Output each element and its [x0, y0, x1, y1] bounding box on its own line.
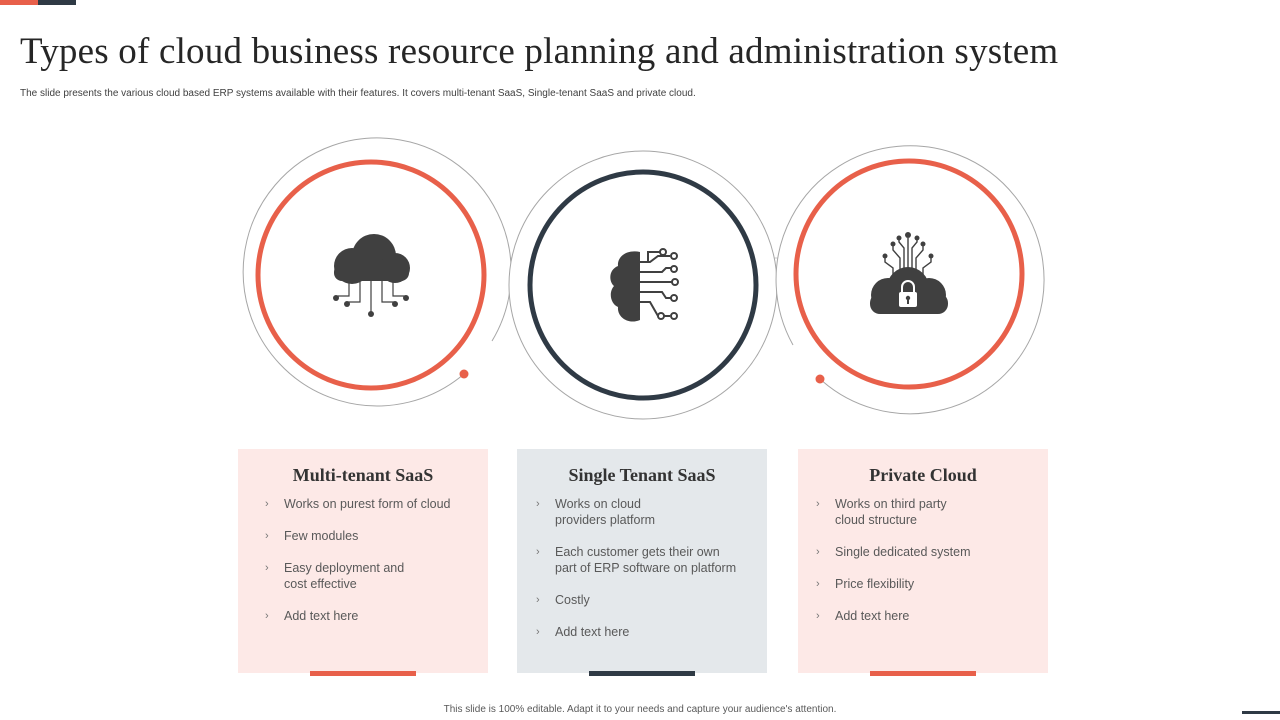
chevron-right-icon: ›: [816, 578, 820, 590]
chevron-right-icon: ›: [536, 626, 540, 638]
list-item: [238, 608, 488, 624]
list-item-text: Easy deployment and cost effective: [284, 561, 405, 591]
chevron-right-icon: ›: [536, 546, 540, 558]
bottom-accent-bar: [1242, 711, 1280, 714]
list-item: [517, 592, 767, 608]
chevron-right-icon: ›: [265, 562, 269, 574]
circle-single-tenant: [509, 151, 777, 419]
chevron-right-icon: ›: [816, 498, 820, 510]
page-subtitle: The slide presents the various cloud based ERP systems available with their features. It covers multi-tenant SaaS, Single-tenant SaaS and private cloud.: [20, 88, 696, 99]
chevron-right-icon: ›: [265, 610, 269, 622]
card-title: Private Cloud: [869, 465, 977, 485]
list-item-text: Few modules: [284, 529, 359, 543]
list-item: [517, 624, 767, 640]
card-title: Multi-tenant SaaS: [292, 465, 434, 485]
list-item: [238, 528, 488, 544]
list-item-text: Works on third party cloud structure: [835, 497, 947, 527]
list-item-text: Works on purest form of cloud: [284, 497, 451, 511]
list-item: [798, 496, 1048, 528]
list-item-text: Add text here: [555, 625, 630, 639]
chevron-right-icon: ›: [536, 594, 540, 606]
list-item: [517, 496, 767, 528]
card-title: Single Tenant SaaS: [568, 465, 716, 485]
list-item-text: Price flexibility: [835, 577, 915, 591]
list-item-text: Add text here: [284, 609, 359, 623]
footer-note: This slide is 100% editable. Adapt it to your needs and capture your audience's attention.: [443, 704, 837, 715]
card-accent-bar: [870, 671, 976, 676]
list-item: [798, 576, 1048, 592]
list-item-text: Costly: [555, 593, 590, 607]
card-accent-bar: [589, 671, 695, 676]
chevron-right-icon: ›: [536, 498, 540, 510]
card-accent-bar: [310, 671, 416, 676]
list-item-text: Each customer gets their own part of ERP software on platform: [555, 545, 737, 575]
ring-dot-3: [816, 375, 825, 384]
list-item: [798, 608, 1048, 624]
list-item-text: Works on cloud providers platform: [555, 497, 656, 527]
list-item: [238, 560, 488, 592]
ring-dot-1: [460, 370, 469, 379]
feature-list: [798, 496, 1048, 624]
feature-list: [517, 496, 767, 640]
chevron-right-icon: ›: [816, 546, 820, 558]
chevron-right-icon: ›: [265, 530, 269, 542]
feature-list: [238, 496, 488, 624]
list-item: [517, 544, 767, 576]
page-title: Types of cloud business resource planning and administration system: [20, 31, 1059, 72]
list-item: [238, 496, 488, 512]
chevron-right-icon: ›: [265, 498, 269, 510]
inner-ring-2: [530, 172, 756, 398]
card-single-tenant: [517, 449, 767, 673]
card-private-cloud: [798, 449, 1048, 673]
list-item: [798, 544, 1048, 560]
card-multi-tenant: [238, 449, 488, 673]
list-item-text: Single dedicated system: [835, 545, 971, 559]
chevron-right-icon: ›: [816, 610, 820, 622]
list-item-text: Add text here: [835, 609, 910, 623]
